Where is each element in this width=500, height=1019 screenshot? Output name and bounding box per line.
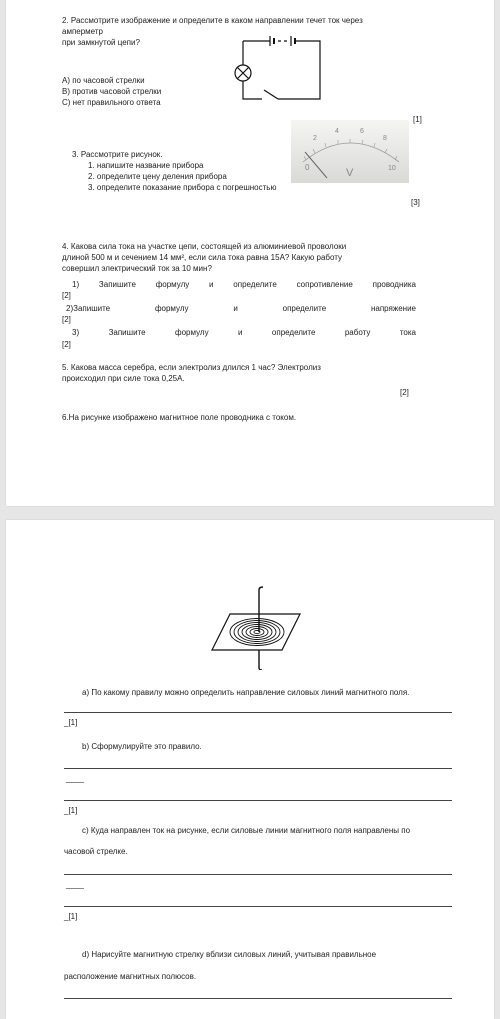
field-line-rings	[230, 619, 284, 646]
conductor-bottom	[259, 650, 262, 670]
q4-sub3-word: тока	[399, 328, 416, 337]
q3-item-1: 1. напишите название прибора	[88, 161, 204, 170]
plane-parallelogram	[212, 614, 300, 650]
meter-tick-8: 8	[383, 135, 387, 142]
worksheet-page-2	[6, 520, 494, 1019]
q4-sub2-word: определите	[282, 304, 327, 313]
q3-score: [3]	[411, 198, 420, 207]
meter-tick-4: 4	[335, 128, 339, 135]
q2-option-b: В) против часовой стрелки	[62, 87, 162, 96]
meter-label-ten: 10	[388, 165, 396, 172]
lamp-cross-icon	[238, 68, 249, 79]
question-d-line1: d) Нарисуйте магнитную стрелку вблизи силовых линий, учитывая правильное	[82, 950, 377, 959]
question-c-line1: c) Куда направлен ток на рисунке, если силовые линии магнитного поля направлены по	[82, 826, 411, 835]
q4-sub1-word: 1)	[72, 280, 80, 289]
q4-sub1	[72, 280, 416, 290]
switch-lever	[264, 90, 278, 99]
q5-text-line2: происходил при силе тока 0,25А.	[62, 374, 185, 383]
q4-sub1-word: сопротивление	[296, 280, 353, 289]
meter-label-zero: 0	[305, 163, 310, 172]
voltmeter-image	[291, 120, 409, 183]
q4-text-line1: 4. Какова сила тока на участке цепи, состоящей из алюминиевой проволоки	[62, 242, 347, 251]
q4-sub3-word: 3)	[72, 328, 80, 337]
q4-sub2	[66, 304, 416, 314]
q6-text: 6.На рисунке изображено магнитное поле проводника с током.	[62, 413, 297, 422]
q4-sub3-word: формулу	[175, 328, 209, 337]
question-c-line2: часовой стрелке.	[64, 847, 128, 856]
q2-score: [1]	[413, 115, 422, 124]
q4-sub3-word: Запишите	[108, 328, 146, 337]
q5-text-line1: 5. Какова масса серебра, если электролиз длился 1 час? Электролиз	[62, 363, 321, 372]
q4-sub2-word: формулу	[154, 304, 189, 313]
meter-tick-6: 6	[360, 128, 364, 135]
question-b-text: b) Сформулируйте это правило.	[82, 742, 202, 751]
answer-line-d[interactable]	[64, 998, 452, 999]
q4-sub1-word: определите	[233, 280, 277, 289]
q2-option-a: А) по часовой стрелки	[62, 76, 145, 85]
meter-unit-label: V	[346, 167, 354, 179]
answer-line-b-1[interactable]	[64, 768, 452, 769]
q4-sub3	[72, 328, 416, 338]
q4-sub3-word: работу	[344, 328, 371, 337]
question-d-line2: расположение магнитных полюсов.	[64, 972, 197, 981]
circuit-diagram	[226, 33, 326, 105]
q4-sub1-word: проводника	[372, 280, 416, 289]
q4-text-line3: совершил электрический ток за 10 мин?	[62, 264, 212, 273]
question-b-score: _[1]	[64, 806, 78, 815]
worksheet-page-1	[6, 0, 494, 506]
q4-sub1-word: и	[209, 280, 214, 289]
question-c-score: _[1]	[64, 912, 78, 921]
question-c-continuation: ____	[66, 880, 84, 889]
answer-line-c-1[interactable]	[64, 874, 452, 875]
q2-text-line3: при замкнутой цепи?	[62, 38, 140, 47]
q4-sub3-word: и	[238, 328, 243, 337]
q4-sub2-word: и	[233, 304, 238, 313]
q4-sub1-word: Запишите	[98, 280, 136, 289]
q2-option-c: С) нет правильного ответа	[62, 98, 161, 107]
question-a-score: _[1]	[64, 718, 78, 727]
q4-sub2-score: [2]	[62, 315, 71, 324]
magnetic-field-diagram	[208, 586, 304, 670]
q3-title: 3. Рассмотрите рисунок.	[72, 150, 163, 159]
q4-sub1-score: [2]	[62, 291, 71, 300]
question-b-continuation: ____	[66, 774, 84, 783]
answer-line-b-2[interactable]	[64, 800, 452, 801]
meter-tick-2: 2	[313, 135, 317, 142]
q4-sub2-word: 2)Запишите	[66, 304, 111, 313]
q4-sub3-word: определите	[271, 328, 316, 337]
q4-sub2-word: напряжение	[370, 304, 416, 313]
q5-score: [2]	[400, 388, 409, 397]
q4-text-line2: длиной 500 м и сечением 14 мм², если сила тока равна 15А? Какую работу	[62, 253, 342, 262]
q3-item-2: 2. определите цену деления прибора	[88, 172, 227, 181]
q4-sub1-word: формулу	[155, 280, 190, 289]
circuit-wire-right	[278, 41, 320, 99]
q4-sub3-score: [2]	[62, 340, 71, 349]
circuit-wire-bottom-left	[243, 81, 262, 99]
q2-text-line1: 2. Рассмотрите изображение и определите в каком направлении течет ток через	[62, 16, 363, 25]
q2-text-line2: амперметр	[62, 27, 103, 36]
question-a-text: a) По какому правилу можно определить направление силовых линий магнитного поля.	[82, 688, 410, 697]
answer-line-a[interactable]	[64, 712, 452, 713]
answer-line-c-2[interactable]	[64, 906, 452, 907]
q3-item-3: 3. определите показание прибора с погрешностью	[88, 183, 277, 192]
